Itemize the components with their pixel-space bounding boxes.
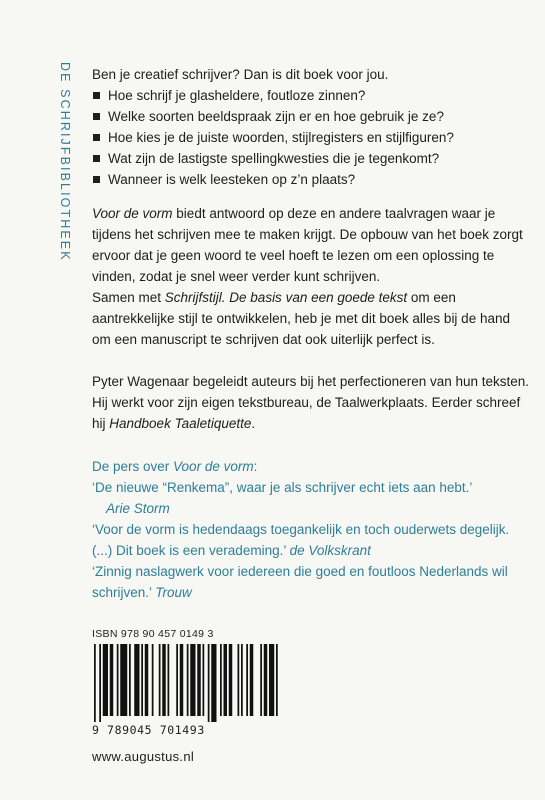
barcode-bar — [162, 644, 166, 716]
book-title: Voor de vorm — [92, 206, 173, 221]
barcode-image — [92, 644, 280, 722]
press-quote: ‘De nieuwe “Renkema”, waar je als schrijver echt iets aan hebt.’ — [92, 480, 473, 495]
barcode-bar — [180, 644, 184, 716]
barcode-bar — [168, 644, 170, 716]
press-heading-title: Voor de vorm — [173, 459, 254, 474]
press-heading-suffix: : — [253, 459, 258, 474]
press-source: de Volkskrant — [289, 543, 371, 558]
barcode-bar — [134, 644, 139, 716]
description-paragraph — [92, 203, 532, 287]
barcode-bar — [276, 644, 278, 716]
barcode-bar — [264, 644, 268, 716]
barcode-bar — [224, 644, 228, 716]
press-quote-text: ‘Zinnig naslagwerk voor iedereen die goed en foutloos Nederlands wil schrijven.’ — [92, 564, 508, 600]
barcode-block — [92, 628, 282, 737]
description-text: biedt antwoord op deze en andere taalvragen waar je tijdens het schrijven mee te maken krijgt. De opbouw van het boek zorgt ervoor dat je geen woord te veel hoeft te lezen om een oplossing te vinden, zodat je snel weer verder kunt schrijven. — [92, 206, 523, 284]
spine-series-title: DE SCHRIJFBIBLIOTHEEK — [58, 62, 72, 262]
press-source: Trouw — [155, 585, 192, 600]
barcode-bar — [129, 644, 131, 716]
barcode-digits: 9 789045 701493 — [92, 723, 205, 737]
question-item: Hoe kies je de juiste woorden, stijlregisters en stijlfiguren? — [92, 127, 532, 148]
barcode-bar — [197, 644, 201, 716]
barcode-bar — [110, 644, 114, 716]
press-source: Arie Storm — [106, 501, 170, 516]
question-item: Welke soorten beeldspraak zijn er en hoe gebruik je ze? — [92, 106, 532, 127]
intro-line: Ben je creatief schrijver? Dan is dit boek voor jou. — [92, 67, 389, 82]
question-item: Wat zijn de lastigste spellingkwesties die je tegenkomt? — [92, 148, 532, 169]
press-quote — [92, 561, 532, 603]
barcode-bar — [141, 644, 143, 716]
back-cover-content — [92, 64, 532, 603]
barcode-bar — [152, 644, 154, 716]
barcode-bar — [94, 644, 96, 722]
barcode-bar — [159, 644, 161, 716]
companion-paragraph — [92, 287, 532, 350]
question-list — [92, 85, 532, 190]
barcode-bar — [203, 644, 205, 716]
barcode-bar — [220, 644, 222, 716]
barcode-bar — [145, 644, 149, 716]
barcode-bar — [176, 644, 178, 716]
companion-prefix: Samen met — [92, 290, 165, 305]
barcode-bar — [260, 644, 262, 716]
barcode-bar — [211, 644, 216, 722]
barcode-bar — [190, 644, 195, 716]
barcode-bar — [269, 644, 274, 716]
barcode-bar — [187, 644, 189, 716]
barcode-bar — [238, 644, 240, 716]
barcode-bar — [120, 644, 127, 716]
press-reviews — [92, 456, 532, 603]
press-quote — [92, 519, 532, 561]
isbn-label: ISBN 978 90 457 0149 3 — [92, 628, 214, 640]
barcode-bar — [229, 644, 233, 716]
companion-book-title: Schrijfstijl. De basis van een goede tekst — [164, 290, 408, 305]
press-heading-prefix: De pers over — [92, 459, 174, 474]
barcode-bar — [103, 644, 108, 716]
author-end: . — [251, 416, 256, 431]
barcode-bar — [246, 644, 248, 716]
press-quote-text: ‘Voor de vorm is hedendaags toegankelijk en toch ouderwets degelijk. (...) Dit boek is een verademing.’ — [92, 522, 510, 558]
barcode-bar — [99, 644, 101, 722]
author-bio — [92, 371, 532, 434]
barcode-bar — [117, 644, 119, 716]
publisher-website: www.augustus.nl — [92, 749, 195, 764]
question-item: Hoe schrijf je glasheldere, foutloze zinnen? — [92, 85, 532, 106]
barcode-bar — [208, 644, 210, 722]
barcode-bar — [241, 644, 243, 716]
author-previous-book: Handboek Taaletiquette — [109, 416, 252, 431]
author-text: Pyter Wagenaar begeleidt auteurs bij het perfectioneren van hun teksten. Hij werkt voor zijn eigen tekstbureau, de Taalwerkplaats. Eerder schreef hij — [92, 374, 530, 431]
companion-text: om een aantrekkelijke stijl te ontwikkelen, heb je met dit boek alles bij de hand om een manuscript te schrijven dat ook uiterlijk perfect is. — [92, 290, 510, 347]
barcode-bar — [250, 644, 254, 716]
question-item: Wanneer is welk leesteken op z’n plaats? — [92, 169, 532, 190]
press-heading — [92, 456, 532, 477]
